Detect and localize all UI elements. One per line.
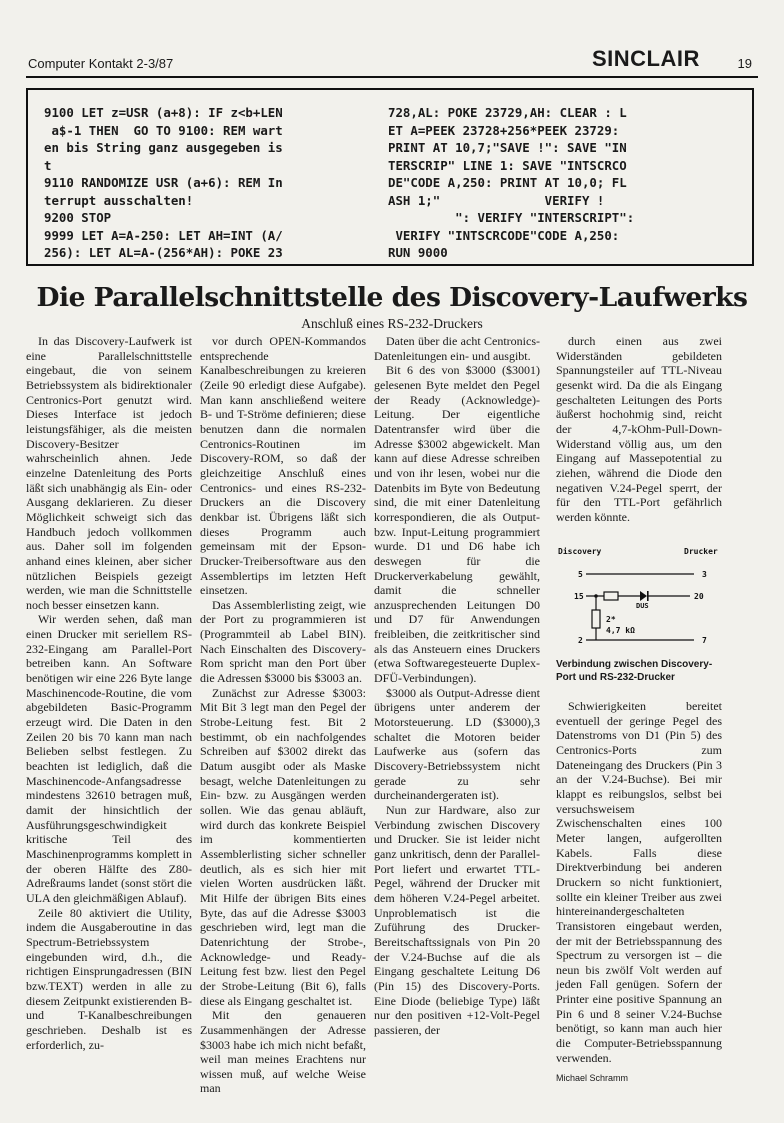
pin-20-label: 20 — [694, 592, 704, 601]
paragraph: Schwierigkeiten bereitet eventuell der geringe Pegel des Datenstroms von D1 (Pin 5) des Centronics-Ports zum Dateneingang des Druckers (Pin 3 an der V.24-Buchse). Bei mir klappt es reibungslos, selbst bei versuchsweisem Zwischenschalten eines 100 Meter langen, aufgerollten Kabels. Falls diese Direktverbindung bei anderen Druckern so nicht funktioniert, sollte ein kleiner Treiber aus zwei hintereinandergeschalteten Transistoren eingebaut werden, der mit der Betriebsspannung des Spectrum zu versorgen ist – die neun bis zwölf Volt werden auf jeden Fall genügen. Sofern der Printer eine positive Spannung an Pin 6 und 8 seiner V.24-Buchse benötigt, so kann man auch hier die Computer-Betriebsspannung verwenden. — [556, 699, 722, 1065]
diode-bar — [647, 591, 649, 601]
paragraph: $3000 als Output-Adresse dient übrigens unter anderem der Motorsteuerung. LD ($3000),3 schaltet die Motoren beider Laufwerke aus (sofern das Discovery-Betriebssystem nicht gerade zu sehr durcheinandergeraten ist). — [374, 685, 540, 803]
resistor-label-1: 2* — [606, 615, 616, 624]
paragraph: Zeile 80 aktiviert die Utility, indem die Ausgaberoutine in das Spectrum-Betriebssystem eingebunden wird, d.h., die richtigen Einsprungadressen (BIN bzw.TEXT) werden in alle zu diesem Zeitpunkt existierenden B- und T-Kanalbeschreibungen geschrieben. Deshalb ist es erforderlich, zu- — [26, 905, 192, 1052]
paragraph: durch einen aus zwei Widerständen gebildeten Spannungsteiler auf TTL-Niveau gesenkt wird. Da die als Eingang geschalteten Leitungen des Ports äußerst hochohmig sind, reicht der 4,7-kOhm-Pull-Down-Widerstand völlig aus, um den Eingang auf Massepotential zu ziehen, während die Diode den negativen V.24-Pegel sperrt, der für den TTL-Port gefährlich werden könnte. — [556, 334, 722, 524]
article-column-4-continued — [556, 699, 722, 1086]
diagram-caption: Verbindung zwischen Discovery-Port und RS-232-Drucker — [556, 659, 713, 683]
paragraph: Zunächst zur Adresse $3003: Mit Bit 3 legt man den Pegel der Strobe-Leitung fest. Bit 2 bestimmt, ob ein nachfolgendes Schreiben auf $3002 direkt das Datum ausgibt oder als Maske besagt, welche Datenleitungen zu Ein- bzw. zu Ausgängen werden sollen. Wie das genau abläuft, wird durch das konkrete Beispiel im kommentierten Assemblerlisting sicher schneller deutlich, als es sich hier mit vielen Worten ausdrücken läßt. Mit Hilfe der übrigen Bits eines Byte, das auf die Adresse $3003 geschrieben wird, legt man die Datenrichtung der Strobe-, Acknowledge- und Ready-Leitung fest bzw. liest den Pegel der Strobe-Leitung (Bit 6), falls diese als Eingang geschaltet ist. — [200, 685, 366, 1008]
paragraph: Mit den genaueren Zusammenhängen der Adresse $3003 habe ich mich nicht befaßt, weil man meines Erachtens nur wissen muß, auf welche Weise man — [200, 1008, 366, 1096]
article-column-2 — [200, 334, 366, 1096]
circuit-diagram — [556, 544, 728, 654]
pin-5-label: 5 — [578, 570, 583, 579]
diagram-left-label: Discovery — [558, 547, 602, 556]
article-column-3 — [374, 334, 540, 1038]
author-name: Michael Schramm — [556, 1073, 629, 1084]
diode-label: DUS — [636, 602, 649, 610]
resistor-horizontal — [604, 592, 618, 600]
diagram-right-label: Drucker — [684, 547, 718, 556]
code-listing-left: 9100 LET z=USR (a+8): IF z<b+LEN a$-1 THEN GO TO 9100: REM wart en bis String ganz ausgegeben is t 9110 RANDOMIZE USR (a+6): REM In terrupt ausschalten! 9200 STOP 9999 LET A=A-250: LET AH=INT (A/ 256): LET AL=A-(256*AH): POKE 23 — [44, 105, 283, 260]
code-listing-right: 728,AL: POKE 23729,AH: CLEAR : L ET A=PEEK 23728+256*PEEK 23729: PRINT AT 10,7;"SAVE !": SAVE "IN TERSCRIP" LINE 1: SAVE "INTSCRCO DE"CODE A,250: PRINT AT 10,0; FL ASH 1;" VERIFY ! ": VERIFY "INTERSCRIPT": VERIFY "INTSCRCODE"CODE A,250: RUN 9000 — [388, 105, 635, 260]
resistor-label-2: 4,7 kΩ — [606, 626, 635, 635]
paragraph: Bit 6 des von $3000 ($3001) gelesenen Byte meldet den Pegel der Ready (Acknowledge)-Leitung. Der eigentliche Datentransfer wird über die Adresse $3002 abgewickelt. Man kann auf diese Adresse schreiben und von ihr lesen, wobei nur die Datenbits im Byte von Bedeutung sind, die mit einer Datenleitung korrespondieren, die als Output- bzw. Input-Leitung programmiert wurde. D1 und D6 habe ich deswegen für die Druckerverkabelung gewählt, damit die schneller anzusprechenden Leitungen D0 und D7 für Anwendungen freibleiben, die zeitkritischer sind als das Ansteuern eines Druckers (etwa Softwaregesteuerte Duplex-DFÜ-Verbindungen). — [374, 363, 540, 686]
article-column-4 — [556, 334, 722, 525]
junction-dot — [594, 594, 598, 598]
paragraph: In das Discovery-Laufwerk ist eine Parallelschnittstelle eingebaut, die von seinem Betriebssystem als bidirektionaler Centronics-Port genutzt wird. Dieses Interface ist jedoch leistungsfähiger, als die meisten Discovery-Besitzer wahrscheinlich ahnen. Jede einzelne Datenleitung des Ports läßt sich unabhängig als Ein- oder Ausgang deklarieren. Zu dieser Möglichkeit schweigt sich das Handbuch jedoch vollkommen aus. Daher soll im folgenden anhand eines kleinen, aber sicher nützlichen Beispiels gezeigt werden, wie man die Schnittstelle noch besser einsetzen kann. — [26, 334, 192, 612]
paragraph: Daten über die acht Centronics-Datenleitungen ein- und ausgibt. — [374, 334, 540, 363]
paragraph: Wir werden sehen, daß man einen Drucker mit seriellem RS-232-Eingang am Parallel-Port betreiben kann. An Software benötigen wir eine 226 Byte lange Maschinencode-Routine, die vom abgebildeten Basic-Programm erzeugt wird. Die Daten in den Zeilen 20 bis 70 kann man nach Belieben selbst festlegen. Zu beachten ist lediglich, daß die Maschinencode-Anfangsadresse mindestens 32610 betragen muß, damit der hinsichtlich der Ausführungsgeschwindigkeit kritische Teil des Maschinenprogramms komplett in der oberen Hälfte des Z80-Adreßraums landet (sonst stört die ULA den gleichmäßigen Ablauf). — [26, 612, 192, 905]
pin-15-label: 15 — [574, 592, 584, 601]
pin-3-label: 3 — [702, 570, 707, 579]
article-title: Die Parallelschnittstelle des Discovery-Laufwerks — [36, 282, 748, 313]
paragraph: vor durch OPEN-Kommandos entsprechende Kanalbeschreibungen zu kreieren (Zeile 90 erledigt diese Aufgabe). Man kann anschließend weitere B- und T-Ströme definieren; diese benutzen dann die normalen Centronics-Routinen im Discovery-ROM, so daß der gleichzeitige Anschluß eines Centronics- und eines RS-232-Druckers an die Discovery denkbar ist. Übrigens läßt sich dieses Programm auch gemeinsam mit der Epson-Drucker-Treibersoftware aus den Assemblertips im letzten Heft einsetzen. — [200, 334, 366, 598]
section-title: SINCLAIR — [592, 46, 700, 71]
diode-symbol — [640, 591, 647, 601]
paragraph: Nun zur Hardware, also zur Verbindung zwischen Discovery und Drucker. Sie ist leider nicht ganz unkritisch, denn der Parallel-Port liefert und erwartet TTL-Pegel, während der Drucker mit dem höheren V.24-Pegel arbeitet. Unproblematisch ist die Zuführung des Drucker-Bereitschaftssignals von Pin 20 der V.24-Buchse auf die als Eingang geschaltete Leitung D6 (Pin 15) des Discovery-Ports. Eine Diode (beliebige Type) läßt nur den positiven +12-Volt-Pegel passieren, der — [374, 803, 540, 1037]
article-subtitle: Anschluß eines RS-232-Druckers — [301, 316, 483, 331]
pin-7-label: 7 — [702, 636, 707, 645]
page-header — [26, 46, 758, 78]
code-listing-box — [26, 88, 754, 266]
article-column-1 — [26, 334, 192, 1052]
resistor-vertical — [592, 610, 600, 628]
magazine-issue: Computer Kontakt 2-3/87 — [28, 56, 174, 71]
page-number: 19 — [737, 56, 752, 71]
paragraph: Das Assemblerlisting zeigt, wie der Port zu programmieren ist (Programmteil ab Label BIN). Nach Einschalten des Discovery-Rom spricht man den Port über die Adressen $3000 bis $3003 an. — [200, 597, 366, 686]
pin-2-label: 2 — [578, 636, 583, 645]
